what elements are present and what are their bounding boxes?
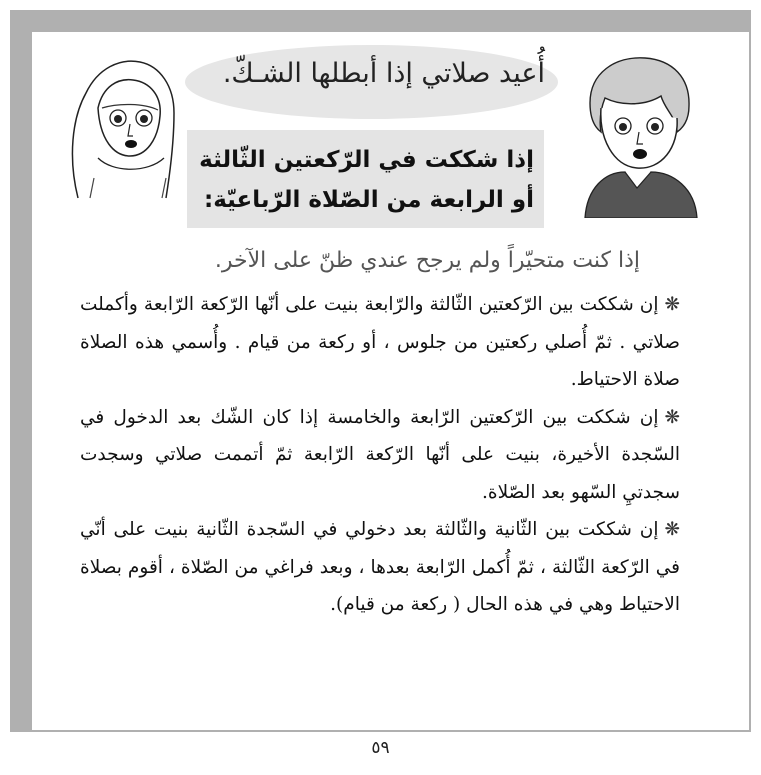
lesson-title: أُعيد صلاتي إذا أبطلها الشـكّ.	[222, 58, 545, 89]
bullet-star-icon: ❋	[664, 519, 680, 540]
bullet-star-icon: ❋	[664, 406, 680, 428]
subtitle-line: إذا شككت في الرّكعتين الثّالثة	[199, 147, 534, 173]
page-number: ٥٩	[371, 738, 390, 758]
condition-note: إذا كنت متحيّراً ولم يرجح عندي ظنّ على الآخر.	[214, 248, 640, 273]
subtitle	[187, 140, 534, 220]
rule-item	[80, 399, 680, 512]
rules-list	[80, 286, 680, 624]
subtitle-line: أو الرابعة من الصّلاة الرّباعيّة:	[204, 187, 534, 213]
rule-text: إن شككت بين الرّكعتين الرّابعة والخامسة إذا كان الشّك بعد الدخول في السّجدة الأخيرة، بنيت على أنّها الرّكعة الرّابعة ثمّ أتممت صلاتي وسجدت سجدتيِ السّهو بعد الصّلاة.	[80, 406, 680, 503]
girl-illustration	[58, 48, 188, 208]
rule-text: إن شككت بين الثّانية والثّالثة بعد دخولي في السّجدة الثّانية بنيت على أنّي في الرّكعة الثّالثة ، ثمّ أُكمل الرّابعة بعدها ، وبعد فراغي من الصّلاة ، أقوم بصلاة الاحتياط وهي في هذه الحال ( ركعة من قيام).	[80, 519, 680, 615]
bullet-star-icon: ❋	[664, 294, 680, 315]
rule-item	[80, 286, 680, 399]
rule-text: إن شككت بين الرّكعتين الثّالثة والرّابعة بنيت على أنّها الرّكعة الرّابعة وأكملت صلاتي . ثمّ أُصلي ركعتين من جلوس ، أو ركعة من قيام . وأُسمي هذه الصلاة صلاة الاحتياط.	[80, 294, 680, 390]
boy-illustration	[565, 48, 715, 218]
rule-item	[80, 511, 680, 624]
